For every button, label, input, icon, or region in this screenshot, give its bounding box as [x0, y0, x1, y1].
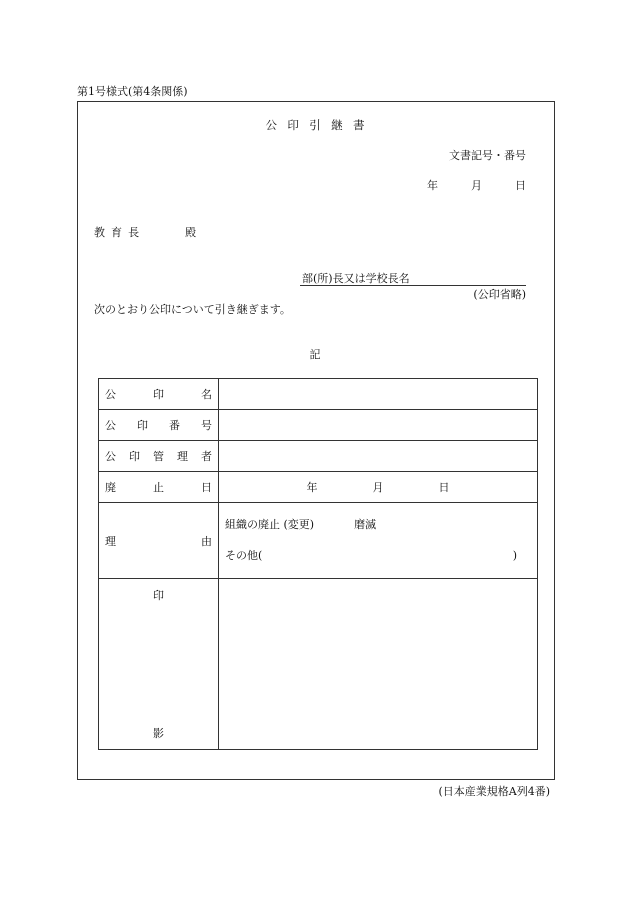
label-char: 公 — [105, 388, 116, 401]
reason-options — [225, 519, 376, 530]
document-number-label: 文書記号・番号 — [449, 149, 526, 162]
reason-option-abolish[interactable]: 組織の廃止 (変更) — [225, 518, 315, 531]
addressee-honorific: 殿 — [185, 226, 197, 239]
seal-manager-label — [99, 441, 219, 472]
seal-impression-area[interactable] — [219, 579, 538, 750]
seal-impression-label-top: 印 — [153, 589, 164, 602]
seal-impression-label — [99, 579, 219, 750]
intro-text: 次のとおり公印について引き継ぎます。 — [94, 303, 291, 316]
table-row — [99, 579, 538, 750]
seal-number-label — [99, 410, 219, 441]
ki-heading: 記 — [309, 348, 321, 361]
addressee-name: 教育長 — [94, 226, 146, 239]
abolish-day-label: 日 — [438, 481, 450, 494]
label-char: 日 — [201, 481, 212, 494]
abolish-date-field[interactable] — [219, 472, 538, 503]
reason-other-open: その他( — [225, 549, 263, 562]
table-row — [99, 503, 538, 579]
label-char: 印 — [137, 419, 148, 432]
sender-name-label: 部(所)長又は学校長名 — [302, 272, 410, 285]
abolish-year-label: 年 — [306, 481, 318, 494]
document-title: 公印引継書 — [265, 118, 375, 132]
label-char: 理 — [177, 450, 188, 463]
label-char: 公 — [105, 419, 116, 432]
label-char: 理 — [105, 534, 116, 548]
label-char: 印 — [153, 388, 164, 401]
table-row — [99, 472, 538, 503]
sender-underline — [300, 285, 526, 286]
label-char: 号 — [201, 419, 212, 432]
abolish-date-label — [99, 472, 219, 503]
reason-other — [225, 550, 517, 561]
seal-impression-label-bottom: 影 — [153, 727, 164, 740]
table-row — [99, 441, 538, 472]
label-char: 廃 — [105, 481, 116, 494]
form-number-label: 第1号様式(第4条関係) — [77, 85, 188, 98]
date-year-label: 年 — [427, 179, 438, 192]
seal-manager-field[interactable] — [219, 441, 538, 472]
abolish-month-label: 月 — [372, 481, 384, 494]
seal-transfer-table — [98, 378, 538, 750]
label-char: 公 — [105, 450, 116, 463]
reason-field[interactable] — [219, 503, 538, 579]
label-char: 管 — [153, 450, 164, 463]
issue-date — [427, 180, 526, 191]
addressee — [94, 227, 196, 238]
date-day-label: 日 — [515, 179, 526, 192]
seal-name-label — [99, 379, 219, 410]
seal-name-field[interactable] — [219, 379, 538, 410]
table-row — [99, 410, 538, 441]
seal-omitted-note: (公印省略) — [473, 288, 526, 301]
label-char: 者 — [201, 450, 212, 463]
reason-label — [99, 503, 219, 579]
label-char: 番 — [169, 419, 180, 432]
reason-other-close: ) — [512, 549, 517, 562]
table-row — [99, 379, 538, 410]
label-char: 印 — [129, 450, 140, 463]
label-char: 由 — [201, 534, 212, 548]
label-char: 名 — [201, 388, 212, 401]
label-char: 止 — [153, 481, 164, 494]
date-month-label: 月 — [471, 179, 482, 192]
seal-number-field[interactable] — [219, 410, 538, 441]
reason-option-wear[interactable]: 磨滅 — [354, 518, 377, 531]
paper-size-note: (日本産業規格A列4番) — [438, 785, 550, 798]
